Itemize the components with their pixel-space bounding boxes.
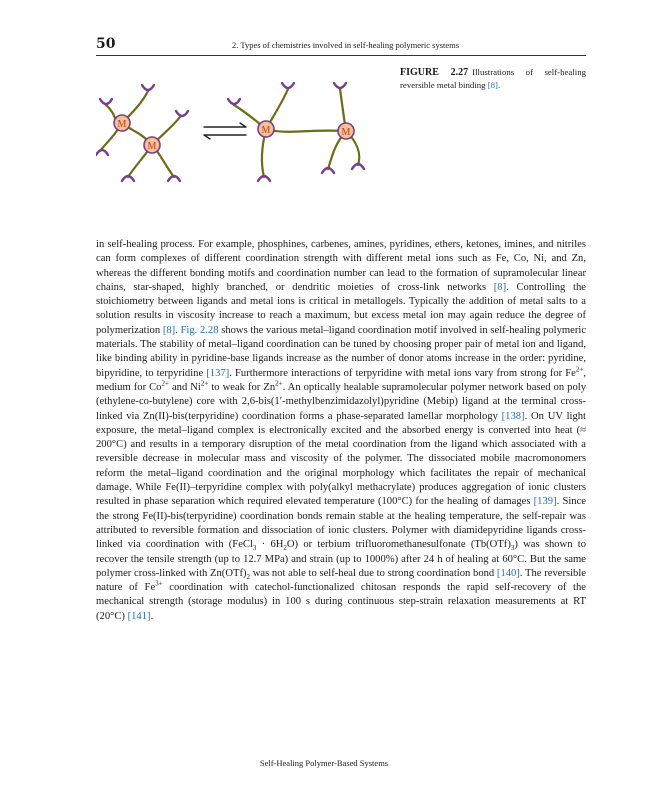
ligand xyxy=(258,176,270,181)
ligand xyxy=(168,176,180,181)
header-rule xyxy=(96,55,586,56)
metal-center xyxy=(258,121,274,137)
equilibrium-arrow-backward xyxy=(204,135,246,139)
metal-binding-diagram xyxy=(96,65,376,201)
caption-text: Illustrations of self-healing reversible metal binding xyxy=(400,67,586,90)
citation-link[interactable]: [8] xyxy=(493,281,507,293)
body-paragraph: in self-healing process. For example, phosphines, carbenes, amines, pyridines, ethers, ketones, imines, and nitriles can form complexes of different coordination strength with different metal ions such as Fe, Co, Ni, and Zn, whereas the different bonding motifs and coordination number can lead to the formation of supramolecular linear chains, star-shaped, highly branched, or dendritic moieties of cross-link networks [8]. Controlling the stoichiometry between ligands and metal ions is critical in metallogels. Typically the addition of metal salts to a solution results in viscosity increase to reach a maximum, but excess metal ion may again reduce the degree of polymerization [8]. Fig. 2.28 shows the various metal–ligand coordination motif involved in self-healing polymeric materials. The stability of metal–ligand coordination can be tuned by choosing proper pair of metal ion and ligand, like binding ability in pyridine-base ligands increase as the number of donor atoms increase in the order: pyridine, bipyridine, to terpyridine [137]. Furthermore interactions of terpyridine with metal ions vary from strong for $Fe^{2+}$, medium for $Co^{2+}$ and $Ni^{2+}$ to weak for $Zn^{2+}$. An optically healable supramolecular polymer network based on poly (ethylene-co-butylene) core with 2,6-bis(1′-methylbenzimidazolyl)pyridine (Mebip) ligand at the terminal cross-linked via Zn(II)-bis(terpyridine) coordination forms a phase-separated lamellar morphology [138]. On UV light exposure, the metal–ligand complex is electronically excited and the absorbed energy is converted into heat (≈ 200°C) and results in a temporary disruption of the metal coordination from the ligand which associated with a reversible decrease in molecular mass and viscosity of the polymer. The dissociated mobile macromonomers reform the metal–ligand coordination and the original morphology which facilitates the repair of mechanical damage. While Fe(II)–terpyridine complex with poly(alkyl methacrylate) produces aggregation of ionic clusters resulted in phase separation which required elevated temperature (100°C) for the healing of damages [139]. Since the strong Fe(II)-bis(terpyridine) coordination bonds remain stable at the healing temperature, the self-repair was attributed to reversible formation and dissociation of ionic clusters. Polymer with diamidepyridine ligands cross-linked via coordination with (FeCl$_3$ · $6H_2O$) or terbium trifluoromethanesulfonate $(Tb(OTf)_3)$ was shown to recover the tensile strength (up to 12.7 MPa) and strain (up to 1000%) after 24 h of healing at 60°C. But the same polymer cross-linked with $Zn(OTf)_2$ was not able to self-heal due to strong coordination bond [140]. The reversible nature of $Fe^{3+}$ coordination with catechol-functionalized chitosan responds the rapid self-recovery of the mechanical strength (storage modulus) in 100 s during continuous step-strain relaxation measurements at RT (20°C) [141]. xyxy=(96,239,587,622)
metal-center xyxy=(144,137,160,153)
ligand xyxy=(282,83,294,88)
metal-label: M xyxy=(147,141,157,152)
ligand xyxy=(334,83,346,88)
page-footer: Self-Healing Polymer-Based Systems xyxy=(259,758,389,768)
figure-illustration xyxy=(96,65,376,201)
running-header: 2. Types of chemistries involved in self-healing polymeric systems xyxy=(232,40,460,50)
page-number: 50 xyxy=(96,36,116,52)
polymer-chain xyxy=(266,129,346,132)
ligand xyxy=(142,85,154,90)
citation-link[interactable]: [8]. xyxy=(487,80,501,90)
metal-center xyxy=(114,115,130,131)
ligand xyxy=(322,168,334,173)
ligand xyxy=(228,99,240,104)
metal-center xyxy=(338,123,354,139)
citation-link[interactable]: [141] xyxy=(127,610,151,622)
citation-link[interactable]: [139] xyxy=(533,496,557,508)
citation-link[interactable]: [8] xyxy=(162,324,176,336)
ligand xyxy=(100,99,112,104)
citation-link[interactable]: [137] xyxy=(206,367,230,379)
figure-caption xyxy=(400,66,586,91)
equilibrium-arrow-forward xyxy=(204,123,246,127)
metal-label: M xyxy=(261,125,271,136)
figure-link[interactable]: Fig. 2.28 xyxy=(180,324,219,336)
figure-label: FIGURE 2.27 xyxy=(400,67,469,78)
citation-link[interactable]: [140] xyxy=(496,567,520,579)
ligand xyxy=(96,150,108,155)
ligand xyxy=(122,176,134,181)
metal-label: M xyxy=(117,119,127,130)
ligand xyxy=(176,111,188,116)
metal-label: M xyxy=(341,127,351,138)
ligand xyxy=(352,164,364,169)
citation-link[interactable]: [138] xyxy=(501,410,525,422)
